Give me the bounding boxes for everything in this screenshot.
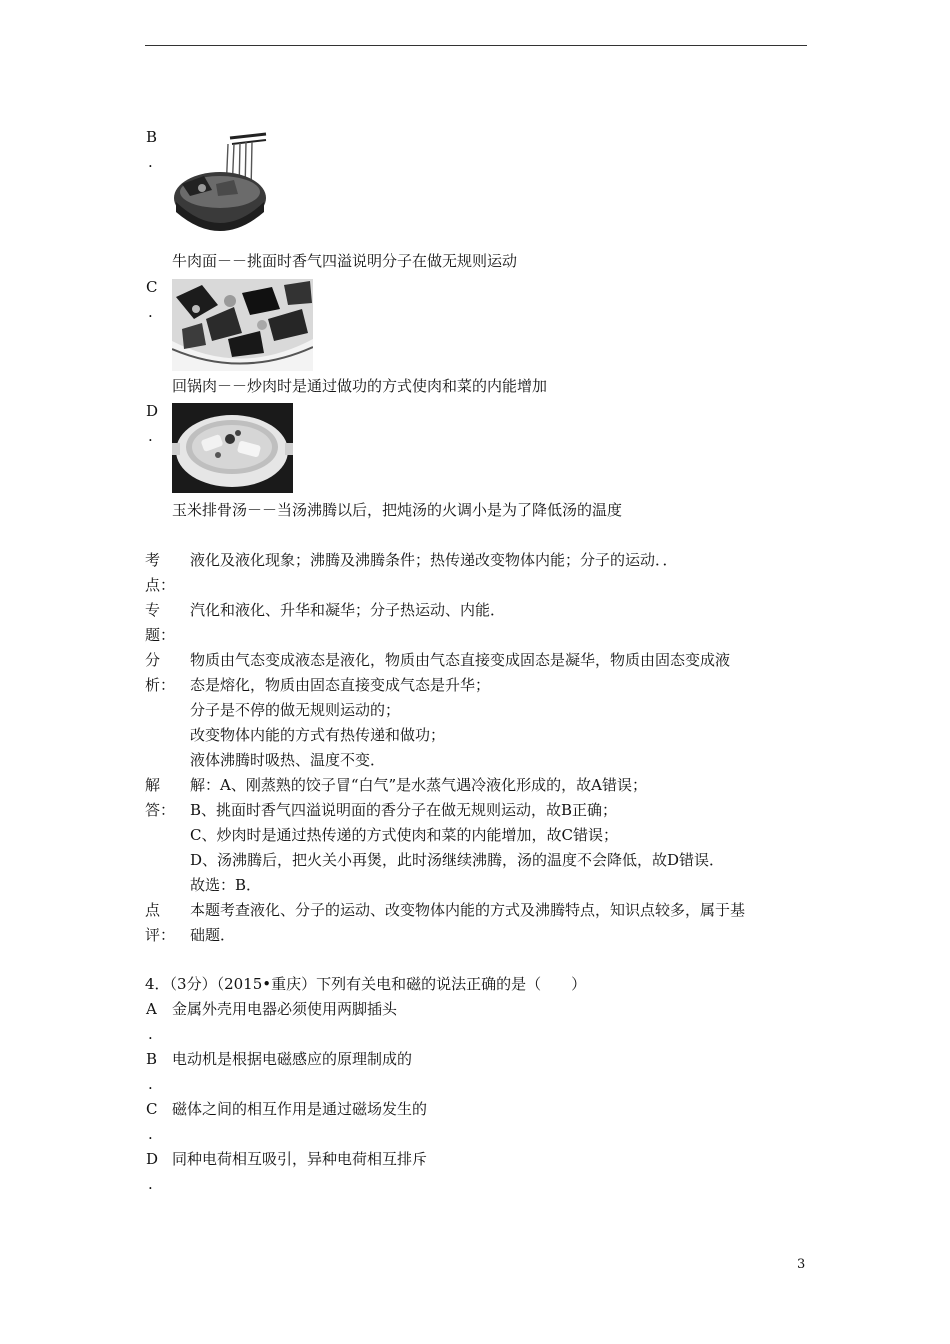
option-b-letter: B bbox=[146, 128, 158, 146]
option-d-caption: 玉米排骨汤－－当汤沸腾以后，把炖汤的火调小是为了降低汤的温度 bbox=[172, 501, 623, 519]
kaodian-text: 液化及液化现象；沸腾及沸腾条件；热传递改变物体内能；分子的运动．． bbox=[190, 551, 678, 569]
dianping-line: 本题考查液化、分子的运动、改变物体内能的方式及沸腾特点，知识点较多，属于基 bbox=[190, 901, 746, 919]
q4-option-c-dot: . bbox=[148, 1125, 153, 1143]
fenxi-line: 改变物体内能的方式有热传递和做功； bbox=[190, 726, 446, 744]
jieda-line: 解：A、刚蒸熟的饺子冒“白气”是水蒸气遇冷液化形成的，故A错误； bbox=[190, 776, 648, 794]
zhuanti-text: 汽化和液化、升华和凝华；分子热运动、内能． bbox=[190, 601, 506, 619]
fenxi-line: 态是熔化，物质由固态直接变成气态是升华； bbox=[190, 676, 491, 694]
option-c-caption: 回锅肉－－炒肉时是通过做功的方式使肉和菜的内能增加 bbox=[172, 377, 548, 395]
jieda-label-bottom: 答： bbox=[145, 801, 176, 819]
kaodian-label-top: 考 bbox=[145, 551, 161, 569]
q4-option-d-dot: . bbox=[148, 1175, 153, 1193]
q4-option-a-dot: . bbox=[148, 1025, 153, 1043]
fenxi-label-bottom: 析： bbox=[145, 676, 176, 694]
kaodian-label-bottom: 点： bbox=[145, 576, 176, 594]
fenxi-line: 液体沸腾时吸热、温度不变． bbox=[190, 751, 386, 769]
jieda-label-top: 解 bbox=[145, 776, 161, 794]
option-d-letter: D bbox=[146, 402, 159, 420]
header-rule bbox=[145, 45, 807, 46]
option-b-dot: . bbox=[148, 153, 153, 171]
q4-option-c-text: 磁体之间的相互作用是通过磁场发生的 bbox=[172, 1100, 428, 1118]
q4-option-a-letter: A bbox=[146, 1000, 157, 1018]
dianping-label-bottom: 评： bbox=[145, 926, 176, 944]
beef-noodle-bowl-photo bbox=[172, 132, 268, 244]
page-number: 3 bbox=[797, 1257, 806, 1272]
fenxi-label-top: 分 bbox=[145, 651, 161, 669]
option-c-letter: C bbox=[146, 278, 158, 296]
dianping-line: 础题． bbox=[190, 926, 236, 944]
jieda-line: D、汤沸腾后，把火关小再煲，此时汤继续沸腾，汤的温度不会降低，故D错误． bbox=[190, 851, 725, 869]
q4-option-a-text: 金属外壳用电器必须使用两脚插头 bbox=[172, 1000, 398, 1018]
q4-option-b-dot: . bbox=[148, 1075, 153, 1093]
q4-option-b-letter: B bbox=[146, 1050, 158, 1068]
twice-cooked-pork-photo bbox=[172, 279, 313, 371]
jieda-line: 故选：B． bbox=[190, 876, 262, 894]
option-d-dot: . bbox=[148, 427, 153, 445]
q4-stem: 4．（3分）（2015•重庆）下列有关电和磁的说法正确的是（ ） bbox=[145, 975, 587, 993]
q4-option-d-letter: D bbox=[146, 1150, 159, 1168]
q4-option-d-text: 同种电荷相互吸引，异种电荷相互排斥 bbox=[172, 1150, 428, 1168]
fenxi-line: 物质由气态变成液态是液化，物质由气态直接变成固态是凝华，物质由固态变成液 bbox=[190, 651, 731, 669]
option-b-caption: 牛肉面－－挑面时香气四溢说明分子在做无规则运动 bbox=[172, 252, 518, 270]
jieda-line: B、挑面时香气四溢说明面的香分子在做无规则运动，故B正确； bbox=[190, 801, 618, 819]
q4-option-b-text: 电动机是根据电磁感应的原理制成的 bbox=[172, 1050, 413, 1068]
zhuanti-label-top: 专 bbox=[145, 601, 161, 619]
zhuanti-label-bottom: 题： bbox=[145, 626, 176, 644]
corn-rib-soup-photo bbox=[172, 403, 293, 493]
option-c-dot: . bbox=[148, 303, 153, 321]
q4-option-c-letter: C bbox=[146, 1100, 158, 1118]
dianping-label-top: 点 bbox=[145, 901, 161, 919]
jieda-line: C、炒肉时是通过热传递的方式使肉和菜的内能增加，故C错误； bbox=[190, 826, 618, 844]
fenxi-line: 分子是不停的做无规则运动的； bbox=[190, 701, 401, 719]
